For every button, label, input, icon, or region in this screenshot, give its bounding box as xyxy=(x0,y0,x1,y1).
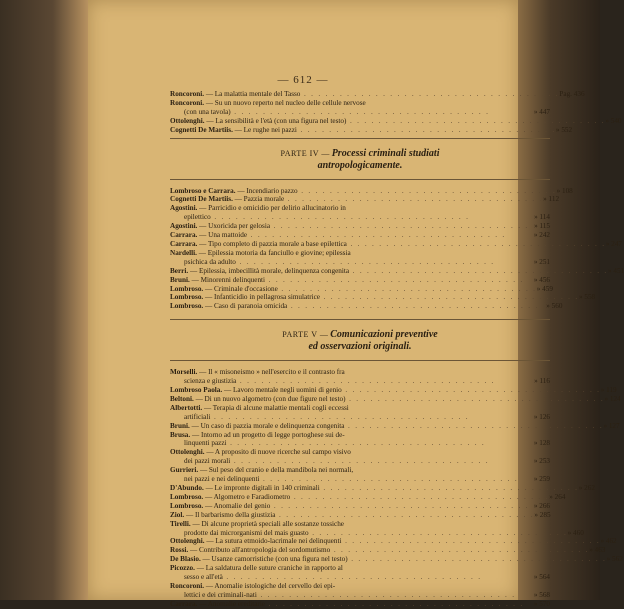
entry-title: — Lavoro mentale negli uomini di genio xyxy=(222,386,342,395)
entries-bottom xyxy=(170,368,623,608)
entry-page: » 447 xyxy=(533,107,550,116)
leader-dots: . . . . . . . . . . . . . . . . . . . . . . . . . . . . . . . . . . . . xyxy=(230,107,490,116)
entry-text xyxy=(170,511,534,520)
entry-author: Lombroso. xyxy=(170,501,204,510)
entry-continuation: prodotte dai microrganismi del mais guasto xyxy=(184,528,309,537)
entries-top xyxy=(170,90,622,135)
leader-dots: . . . . . . . . . . . . . . . . . . . . . . . . . . . . . . . . . . . . xyxy=(210,213,470,222)
entry-title: — La sensibilità e l'età (con una figura nel testo) xyxy=(204,116,347,125)
leader-dots: . . . . . . . . . . . . . . . . . . . . . . . . . . . . . . . . . . . . xyxy=(259,475,519,484)
entry-continuation: sesso e all'età xyxy=(184,573,223,582)
entry-continuation: linquenti pazzi xyxy=(184,439,227,448)
entry-author: Roncoroni. xyxy=(170,581,205,590)
index-entry xyxy=(170,276,550,285)
entry-text xyxy=(170,600,524,609)
section-4-heading xyxy=(170,148,550,171)
section-4-title-1: Processi criminali studiati xyxy=(331,147,440,159)
entry-author: Agostini. xyxy=(170,204,198,213)
entry-page: » 253 xyxy=(533,457,550,466)
entry-text xyxy=(170,276,524,285)
index-entry xyxy=(170,546,606,555)
entry-page: » 116 xyxy=(534,377,550,386)
entry-author: Morselli. xyxy=(170,368,198,377)
entry-text xyxy=(170,267,608,276)
index-entry xyxy=(170,555,623,564)
leader-dots: . . . . . . . . . . . . . . . . . . . . . . . . . . . . . . . . . . . . xyxy=(210,412,470,421)
entry-title: — Anomalie istologiche del cervello dei epi- xyxy=(204,581,336,590)
index-entry xyxy=(170,431,550,440)
index-entry xyxy=(170,125,573,135)
index-content xyxy=(170,90,624,609)
entry-text xyxy=(170,187,557,196)
index-entry xyxy=(170,108,550,117)
leader-dots: . . . . . . . . . . . . . . . . . . . . . . . . . . . . . . . . . . . . xyxy=(346,116,606,125)
index-entry xyxy=(170,484,595,493)
entry-text xyxy=(170,475,518,484)
entry-text xyxy=(170,484,579,493)
leader-dots: . . . . . . . . . . . . . . . . . . . . . . . . . . . . . . . . . . . . xyxy=(345,394,605,403)
index-entry xyxy=(170,564,550,573)
index-entry xyxy=(170,404,550,413)
entry-author: Bruni. xyxy=(170,421,190,430)
entry-text xyxy=(170,258,508,267)
entry-title: — Un caso di pazzia morale e delinquenza congenita xyxy=(189,421,345,430)
entry-author: Lombroso. xyxy=(170,302,204,311)
index-entry xyxy=(170,457,550,466)
entry-text xyxy=(170,117,605,126)
entry-page: » 264 xyxy=(549,492,566,501)
entry-title: — Tipo completo di pazzia morale a base epilettica xyxy=(197,239,347,248)
index-entry xyxy=(170,377,550,386)
entry-page: » 266 xyxy=(533,501,550,510)
entry-page: » 127 xyxy=(603,421,620,430)
entry-text xyxy=(170,231,508,240)
index-entry xyxy=(170,213,550,222)
entry-title: — Infanticidio in pellagrosa simulatrice xyxy=(203,293,320,302)
entry-page: » 112 xyxy=(543,195,560,204)
index-entry xyxy=(170,511,550,520)
entry-author: Albertotti. xyxy=(170,403,203,412)
leader-dots: . . . . . . . . . . . . . . . . . . . . . . . . . . . . . . . . . . . . xyxy=(277,284,537,293)
leader-dots: . . . . . . . . . . . . . . . . . . . . . . . . . . . . . . . . . . . . xyxy=(270,501,530,510)
entry-continuation: (con una tavola) xyxy=(184,107,231,116)
entry-continuation: psichica da adulto xyxy=(184,257,236,266)
leader-dots: . . . . . . . . . . . . . . . . . . . . . . . . . . . . . . . . . . . . xyxy=(235,257,495,266)
entry-title: — La saldatura delle suture craniche in rapporto al xyxy=(194,564,343,573)
entry-text xyxy=(170,564,508,573)
entry-text xyxy=(170,457,508,466)
section-divider xyxy=(170,360,550,361)
entry-text xyxy=(170,493,549,502)
entry-title: — Di alcune proprietà speciali alle sostanze tossiche xyxy=(190,519,344,528)
entry-author: D'Abundo. xyxy=(170,484,204,492)
entry-title: — Minorenni delinquenti xyxy=(189,275,266,284)
entry-author: Beltoni. xyxy=(170,394,194,403)
entry-text xyxy=(170,546,589,555)
index-entry xyxy=(170,186,573,196)
leader-dots: . . . . . . . . . . . . . . . . . . . . . . . . . . . . . . . . . . . . xyxy=(270,222,529,231)
entry-text xyxy=(170,439,508,448)
entry-page: » 285 xyxy=(534,510,551,519)
leader-dots: . . . . . . . . . . . . . . . . . . . . . . . . . . . . . . . . . . . . xyxy=(341,386,601,395)
section-5-label: PARTE V — xyxy=(282,330,329,340)
entry-author: Ottolenghi. xyxy=(170,537,205,546)
index-entry xyxy=(170,204,550,213)
entry-title: — A proposito di nuove ricerche sul campo visivo xyxy=(204,448,351,457)
index-entry xyxy=(170,116,622,126)
entry-author: Ottolenghi. xyxy=(170,448,205,457)
leader-dots: . . . . . . . . . . . . . . . . . . . . . . . . . . . . . . . . . . . . xyxy=(308,528,568,537)
section-divider xyxy=(170,319,550,320)
entry-text xyxy=(170,249,508,258)
entry-author: Picozzo. xyxy=(170,564,195,573)
index-entry xyxy=(170,394,621,404)
entry-continuation: dei pazzi morali xyxy=(184,457,231,466)
entry-author: Lombroso. xyxy=(170,492,204,501)
entry-title: — Caso di paranoia omicida xyxy=(203,302,288,311)
section-5-title-1: Comunicazioni preventive xyxy=(330,329,438,341)
entry-title: — Intorno ad un progetto di legge portoghese sui de- xyxy=(190,430,345,439)
entry-text xyxy=(170,126,556,135)
entry-text xyxy=(170,448,508,457)
index-entry xyxy=(170,249,550,258)
entry-text xyxy=(170,529,568,538)
index-entry xyxy=(170,502,550,511)
entry-page: » 247 xyxy=(605,239,622,248)
entry-author: Bruni. xyxy=(170,275,190,284)
entry-author: Carrara. xyxy=(170,599,198,608)
entry-text xyxy=(170,573,508,582)
entry-author: Berri. xyxy=(170,266,189,275)
entry-text xyxy=(170,285,537,294)
leader-dots: . . . . . . . . . . . . . . . . . . . . . . . . . . . . . . . . . . . . xyxy=(256,590,516,599)
entry-page: » 115 xyxy=(534,222,550,231)
page-number: — 612 — xyxy=(277,74,329,86)
entry-page: » 568 xyxy=(533,590,550,599)
entry-continuation: lettici e dei criminali-nati xyxy=(184,590,257,599)
index-entry xyxy=(170,421,620,431)
section-4-label: PARTE IV — xyxy=(280,148,330,158)
index-entry xyxy=(170,520,550,529)
entry-title: — Le rughe nei pazzi xyxy=(232,125,297,134)
entry-text xyxy=(170,555,607,564)
entry-author: Tirelli. xyxy=(170,519,191,528)
entry-page: » 108 xyxy=(556,186,573,195)
entry-continuation: scienza e giustizia xyxy=(184,377,237,386)
entry-text xyxy=(170,213,508,222)
entry-author: Cognetti De Martiis. xyxy=(170,125,233,134)
index-entry xyxy=(170,302,563,311)
entry-author: Lombroso. xyxy=(170,293,204,302)
entry-author: Lombroso Paola. xyxy=(170,386,223,395)
index-entry xyxy=(170,600,550,609)
index-entry xyxy=(170,368,550,377)
section-5-heading xyxy=(170,329,550,352)
entry-page: » 251 xyxy=(533,257,550,266)
entry-page: » 451 xyxy=(608,266,624,275)
index-entry xyxy=(170,439,550,448)
index-entry xyxy=(170,239,622,249)
entry-author: Ottolenghi. xyxy=(170,116,205,125)
leader-dots: . . . . . . . . . . . . . . . . . . . . . . . . . . . . . . . . . . . . xyxy=(349,266,609,275)
section-5-title-2: ed osservazioni originali. xyxy=(308,341,412,353)
entry-title: — Anomalie ereditarie xyxy=(197,599,265,608)
entry-page: » 242 xyxy=(533,231,550,240)
entry-title: — Anomalie del genio xyxy=(203,501,271,510)
leader-dots: . . . . . . . . . . . . . . . . . . . . . . . . . . . . . . . . . . . . xyxy=(265,599,524,608)
entry-title: — Il barbarismo della giustizia xyxy=(184,510,276,519)
entry-text xyxy=(170,368,508,377)
entry-text xyxy=(170,90,559,99)
entry-title: — Contributo all'antropologia del sordomutismo xyxy=(188,546,331,555)
entry-author: Brusa. xyxy=(170,430,191,439)
entry-text xyxy=(170,222,529,231)
leader-dots: . . . . . . . . . . . . . . . . . . . . . . . . . . . . . . . . . . . . xyxy=(222,573,482,582)
leader-dots: . . . . . . . . . . . . . . . . . . . . . . . . . . . . . . . . . . . . xyxy=(287,302,547,311)
entry-text xyxy=(170,520,508,529)
entry-text xyxy=(170,302,546,311)
entry-page: » 114 xyxy=(534,213,550,222)
entry-title: — Uxoricida per gelosia xyxy=(197,222,271,231)
entry-title: — La malattia mentale del Tasso xyxy=(204,90,301,98)
entry-page: » 560 xyxy=(546,302,563,311)
entry-author: Roncoroni. xyxy=(170,98,205,107)
entry-page: » 262 xyxy=(578,484,595,492)
index-entry xyxy=(170,195,560,204)
entry-title: — Sul peso del cranio e della mandibola nei normali, xyxy=(198,466,354,475)
index-entry xyxy=(170,90,585,99)
entry-title: — Algometro e Faradiometro xyxy=(203,492,291,501)
entry-author: De Blasio. xyxy=(170,555,201,564)
index-entry xyxy=(170,386,617,395)
entry-text xyxy=(170,395,604,404)
entry-author: Roncoroni. xyxy=(170,90,205,98)
index-entry xyxy=(170,466,550,475)
index-entry xyxy=(170,492,566,502)
entry-author: Cognetti De Martiis. xyxy=(170,195,233,204)
entry-text xyxy=(170,108,508,117)
leader-dots: . . . . . . . . . . . . . . . . . . . . . . . . . . . . . . . . . . . . xyxy=(290,492,550,501)
entry-page: » 459 xyxy=(536,284,553,293)
entries-mid xyxy=(170,186,624,312)
entry-title: — Parricidio e omicidio per delirio allucinatorio in xyxy=(197,204,346,213)
entry-author: Rossi. xyxy=(170,546,189,555)
section-divider xyxy=(170,138,550,139)
index-entry xyxy=(170,258,550,267)
index-entry xyxy=(170,99,550,108)
entry-title: — Su un nuovo reperto nel nucleo delle cellule nervose xyxy=(204,98,366,107)
entry-page: » 259 xyxy=(533,475,550,484)
entry-title: — Le impronte digitali in 140 criminali xyxy=(203,484,320,492)
entry-author: Lombroso. xyxy=(170,284,204,293)
entry-page: » 564 xyxy=(533,573,550,582)
leader-dots: . . . . . . . . . . . . . . . . . . . . . . . . . . . . . . . . . . . . xyxy=(247,231,507,240)
entry-text xyxy=(170,591,516,600)
entry-text xyxy=(170,422,603,431)
leader-dots: . . . . . . . . . . . . . . . . . . . . . . . . . . . . . . . . . . . . xyxy=(236,377,496,386)
entry-title: — Epilessia, imbecillità morale, delinquenza congenita xyxy=(188,266,350,275)
leader-dots: . . . . . . . . . . . . . . . . . . . . . . . . . . . . . . . . . . . . xyxy=(275,510,535,519)
entry-title: — Il « misoneismo » nell'esercito e il contrasto fra xyxy=(197,368,345,377)
leader-dots: . . . . . . . . . . . . . . . . . . . . . . . . . . . . . . . . . . . . xyxy=(319,484,579,492)
leader-dots: . . . . . . . . . . . . . . . . . . . . . . . . . . . . . . . . . . . . xyxy=(230,457,490,466)
entry-title: — Epilessia motoria da fanciullo e giovine; epilessia xyxy=(196,248,351,257)
leader-dots: . . . . . . . . . . . . . . . . . . . . . . . . . . . . . . . . . . . . xyxy=(347,555,607,564)
entry-text xyxy=(170,431,508,440)
entry-page: » 558 xyxy=(578,293,596,302)
leader-dots: . . . . . . . . . . . . . . . . . . . . . . . . . . . . . . . . . . . . xyxy=(296,125,556,134)
entry-page: » 570 xyxy=(533,599,550,608)
entry-page: » 540 xyxy=(605,116,622,125)
entry-text xyxy=(170,404,508,413)
index-entry xyxy=(170,293,596,302)
leader-dots: . . . . . . . . . . . . . . . . . . . . . . . . . . . . . . . . . . . . xyxy=(297,186,557,195)
leader-dots: . . . . . . . . . . . . . . . . . . . . . . . . . . . . . . . . . . . . xyxy=(346,239,606,248)
entry-page: » 126 xyxy=(533,412,550,421)
entry-page: » 562 xyxy=(606,555,623,564)
entry-page: » 552 xyxy=(555,125,573,134)
entry-author: Lombroso e Carrara. xyxy=(170,186,236,195)
section-4-title-2: antropologicamente. xyxy=(317,159,403,171)
entry-page: Pag. 436 xyxy=(559,90,585,98)
entry-text xyxy=(170,195,543,204)
leader-dots: . . . . . . . . . . . . . . . . . . . . . . . . . . . . . . . . . . . . xyxy=(341,537,601,546)
entry-text xyxy=(170,502,529,511)
leader-dots: . . . . . . . . . . . . . . . . . . . . . . . . . . . . . . . . . . . . xyxy=(265,275,525,284)
index-entry xyxy=(170,591,550,600)
entry-title: — La sutura etmoido-lacrimale nei delinquenti xyxy=(204,537,342,546)
leader-dots: . . . . . . . . . . . . . . . . . . . . . . . . . . . . . . . . . . . . xyxy=(226,439,486,448)
entry-page: » 128 xyxy=(533,439,550,448)
entry-text xyxy=(170,204,508,213)
entry-author: Carrara. xyxy=(170,239,198,248)
entry-title: — Criminale d'occasione xyxy=(203,284,278,293)
section-divider xyxy=(170,179,550,180)
leader-dots: . . . . . . . . . . . . . . . . . . . . . . . . . . . . . . . . . . . . xyxy=(330,546,590,555)
entry-title: — Terapia di alcune malattie mentali cogli eccessi xyxy=(202,403,349,412)
entry-page: » 119 xyxy=(600,386,617,395)
entry-title: — Una mattoide xyxy=(197,231,248,240)
index-entry xyxy=(170,475,550,484)
entry-continuation: artificiali xyxy=(184,412,211,421)
index-entry xyxy=(170,582,550,591)
entry-page: » 463 xyxy=(589,546,606,555)
entry-author: Carrara. xyxy=(170,231,198,240)
entry-text xyxy=(170,582,508,591)
book-page xyxy=(88,0,624,608)
entry-page: » 462 xyxy=(600,537,617,546)
entry-text xyxy=(170,413,508,422)
entry-title: — Usanze camorristiche (con una figura nel testo) xyxy=(200,555,348,564)
entry-text xyxy=(170,386,601,395)
entry-author: Agostini. xyxy=(170,222,198,231)
entry-text xyxy=(170,466,508,475)
index-entry xyxy=(170,284,553,294)
index-entry xyxy=(170,266,624,276)
index-entry xyxy=(170,231,550,240)
index-entry xyxy=(170,573,550,582)
entry-author: Ziol. xyxy=(170,510,185,519)
entry-text xyxy=(170,293,579,302)
entry-page: » 456 xyxy=(533,275,550,284)
entry-page: » 460 xyxy=(567,528,584,537)
entry-continuation: nei pazzi e nei delinquenti xyxy=(184,475,260,484)
index-entry xyxy=(170,222,550,231)
entry-text xyxy=(170,240,606,249)
entry-author: Gurrieri. xyxy=(170,466,199,475)
entry-title: — Di un nuovo algometro (con due figure nel testo) xyxy=(193,394,346,403)
leader-dots: . . . . . . . . . . . . . . . . . . . . . . . . . . . . . . . . . . . . xyxy=(344,421,604,430)
entry-title: — Pazzia morale xyxy=(232,195,285,204)
index-entry xyxy=(170,528,584,538)
leader-dots: . . . . . . . . . . . . . . . . . . . . . . . . . . . . . . . . . . . . xyxy=(300,90,560,98)
entry-page: » 124 xyxy=(604,394,621,403)
entry-text xyxy=(170,537,600,546)
leader-dots: . . . . . . . . . . . . . . . . . . . . . . . . . . . . . . . . . . . . xyxy=(319,293,579,302)
entry-author: Nardelli. xyxy=(170,248,197,257)
entry-text xyxy=(170,99,508,108)
index-entry xyxy=(170,448,550,457)
entry-text xyxy=(170,377,508,386)
book-edge-left xyxy=(0,0,88,600)
index-entry xyxy=(170,413,550,422)
entry-title: — Incendiario pazzo xyxy=(235,186,298,195)
leader-dots: . . . . . . . . . . . . . . . . . . . . . . . . . . . . . . . . . . . . xyxy=(284,195,544,204)
entry-continuation: epilettico xyxy=(184,213,211,222)
index-entry xyxy=(170,537,617,546)
